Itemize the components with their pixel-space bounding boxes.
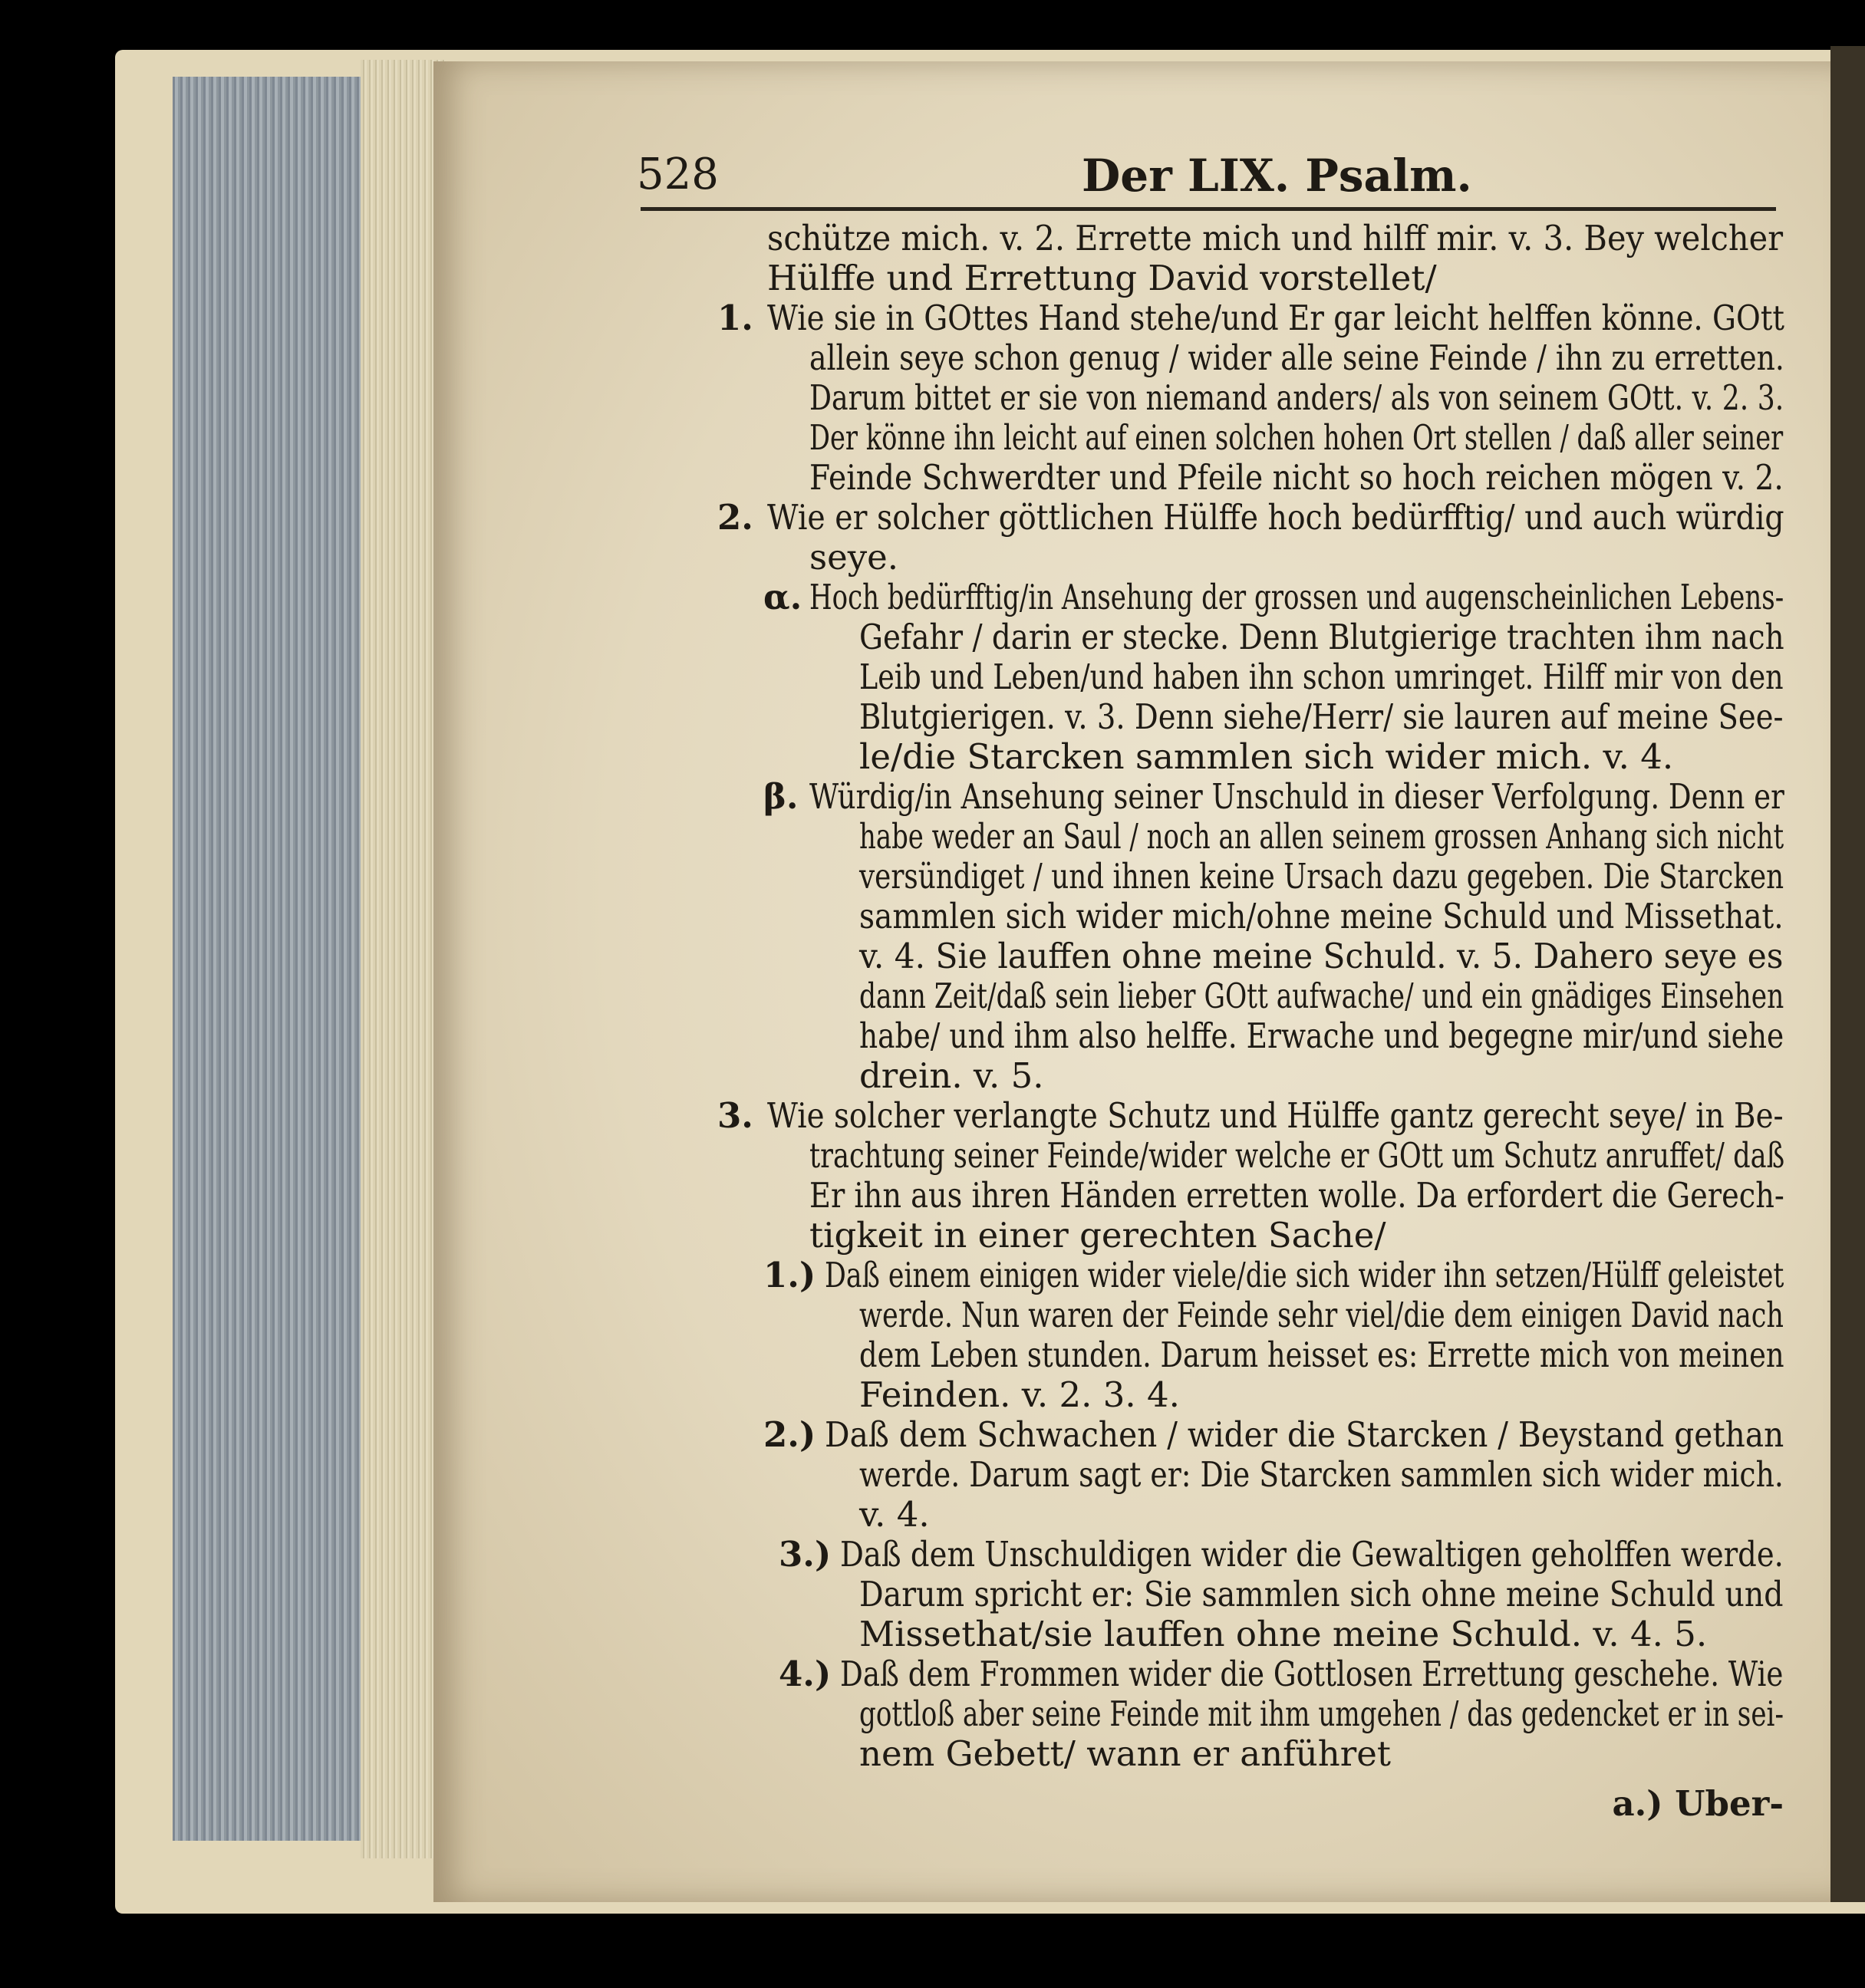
- list-marker: 2.): [763, 1414, 816, 1455]
- text-line: Wie er solcher göttlichen Hülffe hoch bedürfftig/ und auch würdig: [767, 497, 1784, 538]
- text-line: gottloß aber seine Feinde mit ihm umgehen / das gedencket er in sei-: [859, 1693, 1784, 1734]
- page-number: 528: [637, 150, 719, 199]
- list-marker: 4.): [779, 1654, 832, 1694]
- list-marker: 3.): [779, 1534, 832, 1575]
- text-line: trachtung seiner Feinde/wider welche er GOtt um Schutz anruffet/ daß: [809, 1135, 1785, 1176]
- text-line: Daß dem Schwachen / wider die Starcken / Beystand gethan: [825, 1414, 1784, 1455]
- text-line: Hoch bedürfftig/in Ansehung der grossen und augenscheinlichen Lebens-: [809, 577, 1784, 617]
- text-line: Feinden. v. 2. 3. 4.: [859, 1374, 1180, 1415]
- text-line: drein. v. 5.: [859, 1055, 1044, 1096]
- list-marker: 1.): [763, 1255, 816, 1295]
- text-line: werde. Nun waren der Feinde sehr viel/die dem einigen David nach: [859, 1295, 1784, 1335]
- text-line: Darum spricht er: Sie sammlen sich ohne meine Schuld und: [859, 1574, 1784, 1614]
- text-line: habe/ und ihm also helffe. Erwache und begegne mir/und siehe: [859, 1015, 1784, 1056]
- text-line: v. 4. Sie lauffen ohne meine Schuld. v. 5. Dahero seye es: [859, 936, 1784, 976]
- text-line: Feinde Schwerdter und Pfeile nicht so hoch reichen mögen v. 2.: [809, 457, 1784, 498]
- text-line: nem Gebett/ wann er anführet: [859, 1733, 1391, 1774]
- text-line: Er ihn aus ihren Händen erretten wolle. Da erfordert die Gerech-: [809, 1175, 1784, 1216]
- running-title: Der LIX. Psalm.: [1082, 150, 1472, 202]
- text-line: Leib und Leben/und haben ihn schon umringet. Hilff mir von den: [859, 657, 1784, 697]
- text-line: Missethat/sie lauffen ohne meine Schuld. v. 4. 5.: [859, 1614, 1708, 1654]
- header-rule: [641, 207, 1776, 211]
- text-line: Gefahr / darin er stecke. Denn Blutgierige trachten ihm nach: [859, 617, 1784, 657]
- page-header: [637, 150, 1780, 203]
- list-marker: 3.: [717, 1095, 753, 1136]
- text-line: Blutgierigen. v. 3. Denn siehe/Herr/ sie lauren auf meine See-: [859, 696, 1784, 737]
- text-line: habe weder an Saul / noch an allen seinem grossen Anhang sich nicht: [859, 816, 1784, 857]
- page-stack: [361, 60, 445, 1858]
- text-line: Daß dem Frommen wider die Gottlosen Errettung geschehe. Wie: [840, 1654, 1784, 1694]
- text-line: Hülffe und Errettung David vorstellet/: [767, 258, 1437, 298]
- text-line: Daß dem Unschuldigen wider die Gewaltigen geholffen werde.: [840, 1534, 1784, 1575]
- list-marker: β.: [763, 776, 799, 817]
- text-line: werde. Darum sagt er: Die Starcken sammlen sich wider mich.: [859, 1454, 1784, 1495]
- text-line: dann Zeit/daß sein lieber GOtt aufwache/ und ein gnädiges Einsehen: [859, 976, 1784, 1016]
- text-line: Wie solcher verlangte Schutz und Hülffe gantz gerecht seye/ in Be-: [767, 1095, 1784, 1136]
- text-line: Daß einem einigen wider viele/die sich wider ihn setzen/Hülff geleistet: [825, 1255, 1784, 1295]
- list-marker: 1.: [717, 298, 753, 338]
- text-line: Der könne ihn leicht auf einen solchen hohen Ort stellen / daß aller seiner: [809, 417, 1784, 458]
- text-line: tigkeit in einer gerechten Sache/: [809, 1215, 1386, 1256]
- text-line: schütze mich. v. 2. Errette mich und hilff mir. v. 3. Bey welcher: [767, 218, 1784, 258]
- text-line: seye.: [809, 537, 899, 578]
- text-line: allein seye schon genug / wider alle seine Feinde / ihn zu erretten.: [809, 337, 1784, 378]
- text-line: dem Leben stunden. Darum heisset es: Errette mich von meinen: [859, 1335, 1784, 1375]
- facing-page-edge: [1830, 46, 1865, 1902]
- text-line: le/die Starcken sammlen sich wider mich. v. 4.: [859, 736, 1674, 777]
- text-line: sammlen sich wider mich/ohne meine Schuld und Missethat.: [859, 896, 1784, 936]
- list-marker: α.: [763, 577, 802, 617]
- list-marker: 2.: [717, 497, 753, 538]
- text-line: versündiget / und ihnen keine Ursach dazu gegeben. Die Starcken: [859, 856, 1784, 897]
- text-line: v. 4.: [859, 1494, 930, 1535]
- text-line: Wie sie in GOttes Hand stehe/und Er gar leicht helffen könne. GOtt: [767, 298, 1785, 338]
- text-line: Würdig/in Ansehung seiner Unschuld in dieser Verfolgung. Denn er: [809, 776, 1784, 817]
- text-line: Darum bittet er sie von niemand anders/ als von seinem GOtt. v. 2. 3.: [809, 377, 1784, 418]
- catchword: a.) Uber-: [1612, 1783, 1784, 1824]
